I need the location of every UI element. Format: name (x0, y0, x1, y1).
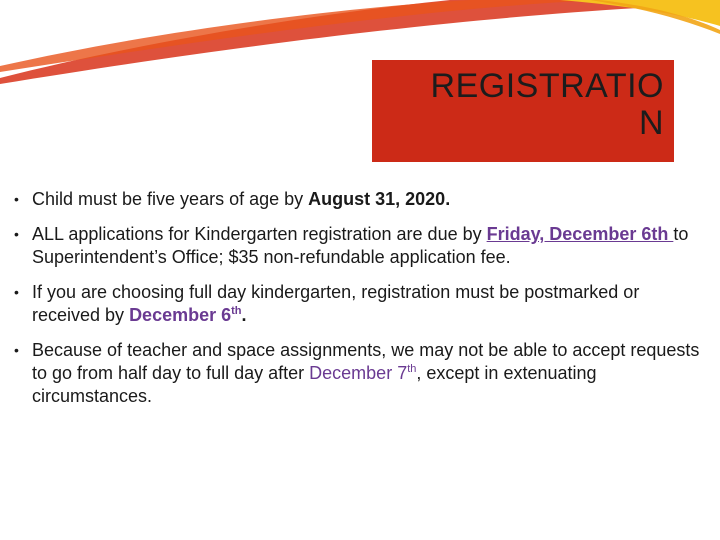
date-superscript: th (407, 363, 417, 375)
page-title (382, 68, 664, 142)
bullet-item-age (14, 188, 704, 211)
bullet-dot: • (14, 342, 19, 358)
bullet-dot: • (14, 284, 19, 300)
bullet-period: . (241, 305, 247, 325)
bullet-item-half-to-full (14, 339, 704, 408)
highlight-date: December 7th (309, 363, 417, 383)
bullet-dot: • (14, 226, 19, 242)
bullet-item-full-day (14, 281, 704, 327)
highlight-date: December 6th (129, 305, 242, 325)
bullet-item-applications (14, 223, 704, 269)
title-box (372, 60, 674, 162)
title-line-1: REGISTRATIO (430, 67, 664, 105)
bullet-bold-date: August 31, 2020. (308, 189, 451, 209)
due-date-link[interactable]: Friday, December 6th (486, 224, 674, 244)
bullet-text-continued: to Superintendent’s Office; $35 non-refundable application fee. (32, 224, 689, 267)
bullet-text: Child must be five years of age by (32, 189, 309, 209)
bullet-text: If you are choosing full day kindergarten, registration must be postmarked or received by (32, 282, 640, 325)
bullet-text: Because of teacher and space assignments, we may not be able to accept requests to go from half day to full day after (32, 340, 700, 383)
bullet-list (14, 188, 704, 420)
bullet-dot: • (14, 191, 19, 207)
bullet-text: ALL applications for Kindergarten registration are due by (32, 224, 487, 244)
bullet-text-continued: , except in extenuating circumstances. (32, 363, 597, 406)
date-superscript: th (231, 305, 242, 317)
title-line-2: N (638, 104, 664, 142)
